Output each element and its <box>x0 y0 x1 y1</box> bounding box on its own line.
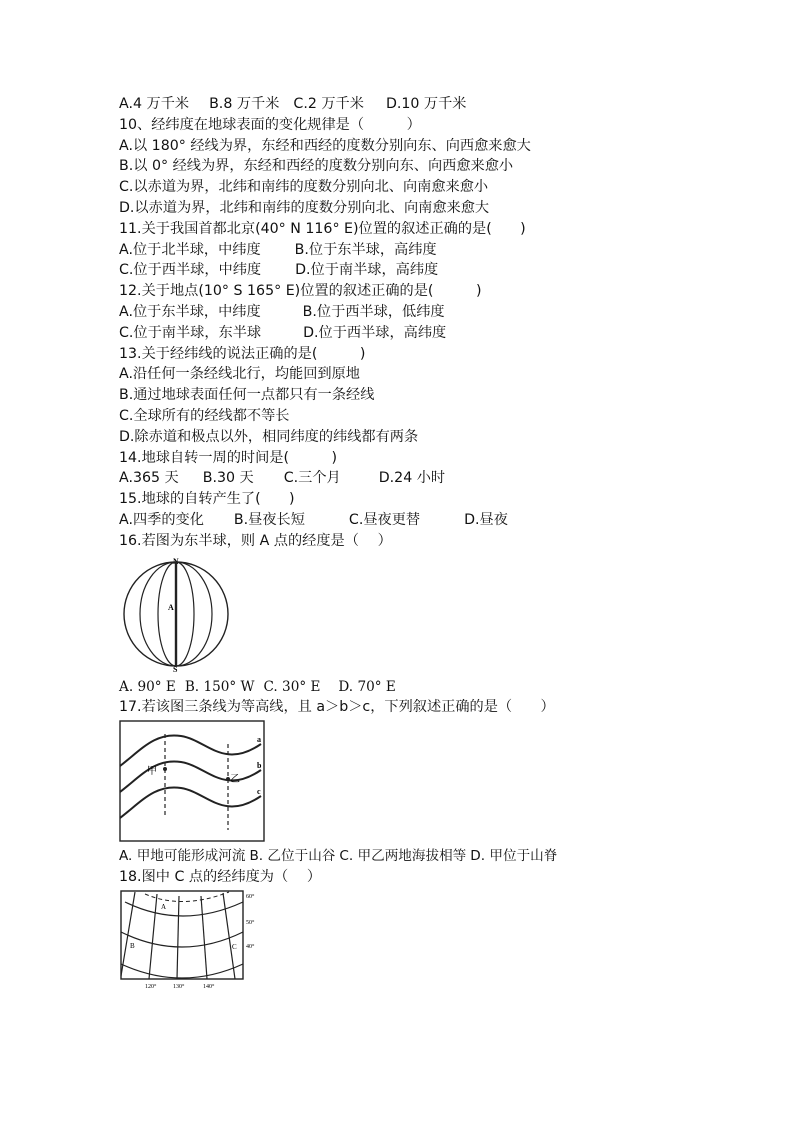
parallel-30 <box>121 964 243 978</box>
q17-option-a[interactable]: A. 甲地可能形成河流 <box>119 848 246 865</box>
q13-line: 13.关于经纬线的说法正确的是( ) <box>119 345 366 362</box>
q16-options <box>119 677 679 698</box>
q13c-line: C.全球所有的经线都不等长 <box>119 407 290 424</box>
q17-option-b[interactable]: B. 乙位于山谷 <box>249 848 336 865</box>
q14opts-option-3[interactable]: D.24 小时 <box>378 470 446 487</box>
point-jia <box>163 767 167 771</box>
q11cd-line <box>119 260 679 281</box>
q14opts-option-0[interactable]: A.365 天 <box>119 470 179 487</box>
latlon-grid-figure <box>119 890 267 990</box>
q17-option-d[interactable]: D. 甲位于山脊 <box>470 848 558 865</box>
q17-stem: 17.若该图三条线为等高线，且 a＞b＞c，下列叙述正确的是（ ） <box>119 699 555 716</box>
q14opts-option-2[interactable]: C.三个月 <box>283 470 341 487</box>
q14opts-line <box>119 468 679 489</box>
q14-line: 14.地球自转一周的时间是( ) <box>119 449 338 466</box>
south-label: S <box>173 664 178 673</box>
q12cd-line <box>119 323 679 344</box>
q11-line: 11.关于我国首都北京(40° N 116° E)位置的叙述正确的是( ) <box>119 220 526 237</box>
q18-stem: 18.图中 C 点的经纬度为（ ） <box>119 868 322 885</box>
point-c-label: C <box>232 942 237 951</box>
q9opts-line <box>119 94 679 115</box>
label-b: b <box>257 761 262 771</box>
q15opts-option-3[interactable]: D.昼夜 <box>464 511 508 528</box>
q11cd-option-1[interactable]: D.位于南半球，高纬度 <box>295 262 439 279</box>
q10c-line: C.以赤道为界，北纬和南纬的度数分别向北、向南愈来愈小 <box>119 179 489 196</box>
q12cd-option-0[interactable]: C.位于南半球，东半球 <box>119 324 262 341</box>
q17-options <box>119 846 679 867</box>
label-yi: 乙 <box>230 774 240 786</box>
label-a: a <box>257 735 261 745</box>
q15-line: 15.地球的自转产生了( ) <box>119 491 295 508</box>
lat-60-label: 60° <box>246 893 255 900</box>
meridian-3 <box>177 896 179 979</box>
q11ab-line <box>119 240 679 261</box>
q11ab-option-0[interactable]: A.位于北半球，中纬度 <box>119 241 261 258</box>
q13b-line: B.通过地球表面任何一点都只有一条经线 <box>119 387 375 404</box>
hemisphere-figure <box>121 555 241 673</box>
exam-page <box>119 94 679 994</box>
q12-line: 12.关于地点(10° S 165° E)位置的叙述正确的是( ) <box>119 283 482 300</box>
q9opts-option-1[interactable]: B.8 万千米 <box>209 96 280 112</box>
q13d-line: D.除赤道和极点以外，相同纬度的纬线都有两条 <box>119 428 419 445</box>
q10a-line: A.以 180° 经线为界，东经和西经的度数分别向东、向西愈来愈大 <box>119 137 531 154</box>
q9opts-option-0[interactable]: A.4 万千米 <box>119 96 190 112</box>
label-c: c <box>257 787 261 797</box>
parallel-40 <box>121 932 243 947</box>
q9opts-option-2[interactable]: C.2 万千米 <box>293 96 364 112</box>
lat-40-label: 40° <box>246 943 255 950</box>
lon-140-label: 140° <box>203 983 215 990</box>
q12ab-option-0[interactable]: A.位于东半球，中纬度 <box>119 303 261 320</box>
q15opts-option-0[interactable]: A.四季的变化 <box>119 511 204 528</box>
q16-option-a[interactable]: A. 90° E <box>119 678 176 695</box>
meridian-1 <box>121 892 135 976</box>
q12ab-option-1[interactable]: B.位于西半球，低纬度 <box>302 303 445 320</box>
point-a-label: A <box>161 902 167 911</box>
q11ab-option-1[interactable]: B.位于东半球，高纬度 <box>294 241 437 258</box>
point-b-label: B <box>130 941 135 950</box>
q14opts-option-1[interactable]: B.30 天 <box>202 470 254 487</box>
q10b-line: B.以 0° 经线为界，东经和西经的度数分别向东、向西愈来愈小 <box>119 158 514 175</box>
meridian-4 <box>201 896 207 979</box>
q16-option-d[interactable]: D. 70° E <box>338 678 396 695</box>
q10d-line: D.以赤道为界，北纬和南纬的度数分别向北、向南愈来愈大 <box>119 199 490 216</box>
q15opts-line <box>119 510 679 531</box>
q9opts-option-3[interactable]: D.10 万千米 <box>385 96 467 112</box>
lon-130-label: 130° <box>173 983 185 990</box>
q16-option-b[interactable]: B. 150° W <box>184 678 255 695</box>
q12ab-line <box>119 302 679 323</box>
q16-option-c[interactable]: C. 30° E <box>263 678 321 695</box>
lat-50-label: 50° <box>246 919 255 926</box>
q11cd-option-0[interactable]: C.位于西半球，中纬度 <box>119 262 262 279</box>
q15opts-option-1[interactable]: B.昼夜长短 <box>233 511 305 528</box>
q16-line: 16.若图为东半球，则 A 点的经度是（ ） <box>119 532 392 549</box>
question-lines <box>119 94 679 552</box>
label-jia: 甲 <box>147 766 157 778</box>
lon-120-label: 120° <box>145 983 157 990</box>
parallel-60-dashed <box>145 892 229 902</box>
q15opts-option-2[interactable]: C.昼夜更替 <box>348 511 421 528</box>
point-a-label: A <box>168 602 174 612</box>
contour-figure <box>119 720 267 842</box>
meridian-2 <box>149 894 157 979</box>
contour-line-c <box>120 788 261 819</box>
q13a-line: A.沿任何一条经线北行，均能回到原地 <box>119 366 360 383</box>
q17-option-c[interactable]: C. 甲乙两地海拔相等 <box>339 848 467 865</box>
q10-line: 10、经纬度在地球表面的变化规律是（ ） <box>119 116 421 133</box>
contour-line-a <box>120 736 261 767</box>
q12cd-option-1[interactable]: D.位于西半球，高纬度 <box>303 324 447 341</box>
north-label: N <box>173 556 179 566</box>
